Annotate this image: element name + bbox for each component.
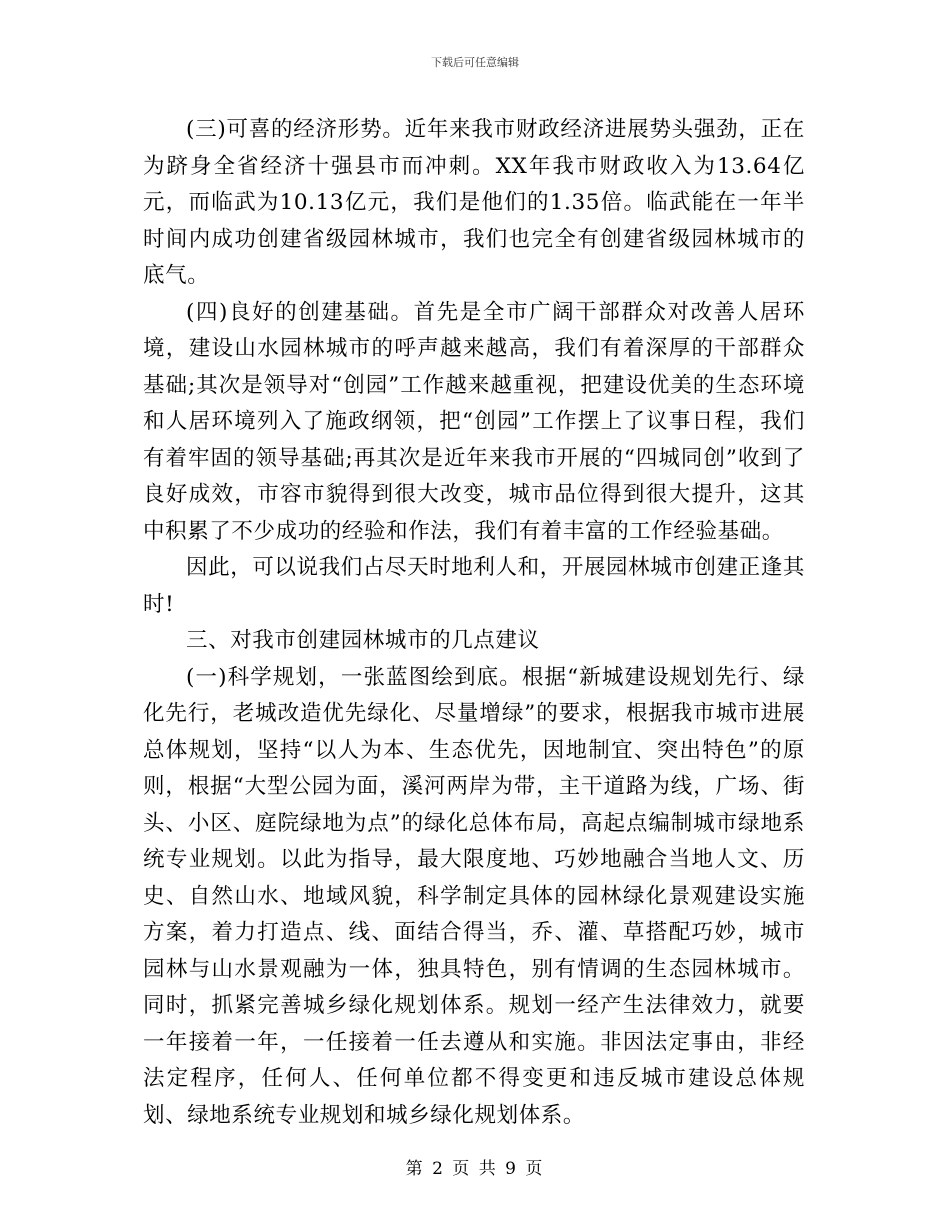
section-heading: 三、对我市创建园林城市的几点建议 <box>186 628 540 653</box>
paragraph-economic-situation: (三)可喜的经济形势。近年来我市财政经济进展势头强劲，正在为跻身全省经济十强县市而冲刺。XX年我市财政收入为13.64亿元，而临武为10.13亿元，我们是他们的1.35倍。临武能在一年半时间内成功创建省级园林城市，我们也完全有创建省级园林城市的底气。 <box>143 117 805 288</box>
paragraph-scientific-planning: (一)科学规划，一张蓝图绘到底。根据“新城建设规划先行、绿化先行，老城改造优先绿化、尽量增绿”的要求，根据我市城市进展总体规划，坚持“以人为本、生态优先，因地制宜、突出特色”的原则，根据“大型公园为面，溪河两岸为带，主干道路为线，广场、街头、小区、庭院绿地为点”的绿化总体布局，高起点编制城市绿地系统专业规划。以此为指导，最大限度地、巧妙地融合当地人文、历史、自然山水、地域风貌，科学制定具体的园林绿化景观建设实施方案，着力打造点、线、面结合得当，乔、灌、草搭配巧妙，城市园林与山水景观融为一体，独具特色，别有情调的生态园林城市。同时，抓紧完善城乡绿化规划体系。规划一经产生法律效力，就要一年接着一年，一任接着一任去遵从和实施。非因法定事由，非经法定程序，任何人、任何单位都不得变更和违反城市建设总体规划、绿地系统专业规划和城乡绿化规划体系。 <box>143 664 805 1128</box>
document-body <box>143 112 805 1134</box>
page-number: 第 2 页 共 9 页 <box>405 1159 545 1179</box>
page-header-note: 下载后可任意编辑 <box>431 56 519 69</box>
paragraph-creation-foundation: (四)良好的创建基础。首先是全市广阔干部群众对改善人居环境，建设山水园林城市的呼声越来越高，我们有着深厚的干部群众基础;其次是领导对“创园”工作越来越重视，把建设优美的生态环境和人居环境列入了施政纲领，把“创园”工作摆上了议事日程，我们有着牢固的领导基础;再其次是近年来我市开展的“四城同创”收到了良好成效，市容市貌得到很大改变，城市品位得到很大提升，这其中积累了不少成功的经验和作法，我们有着丰富的工作经验基础。 <box>143 299 805 544</box>
paragraph-conclusion: 因此，可以说我们占尽天时地利人和，开展园林城市创建正逢其时! <box>143 555 805 617</box>
